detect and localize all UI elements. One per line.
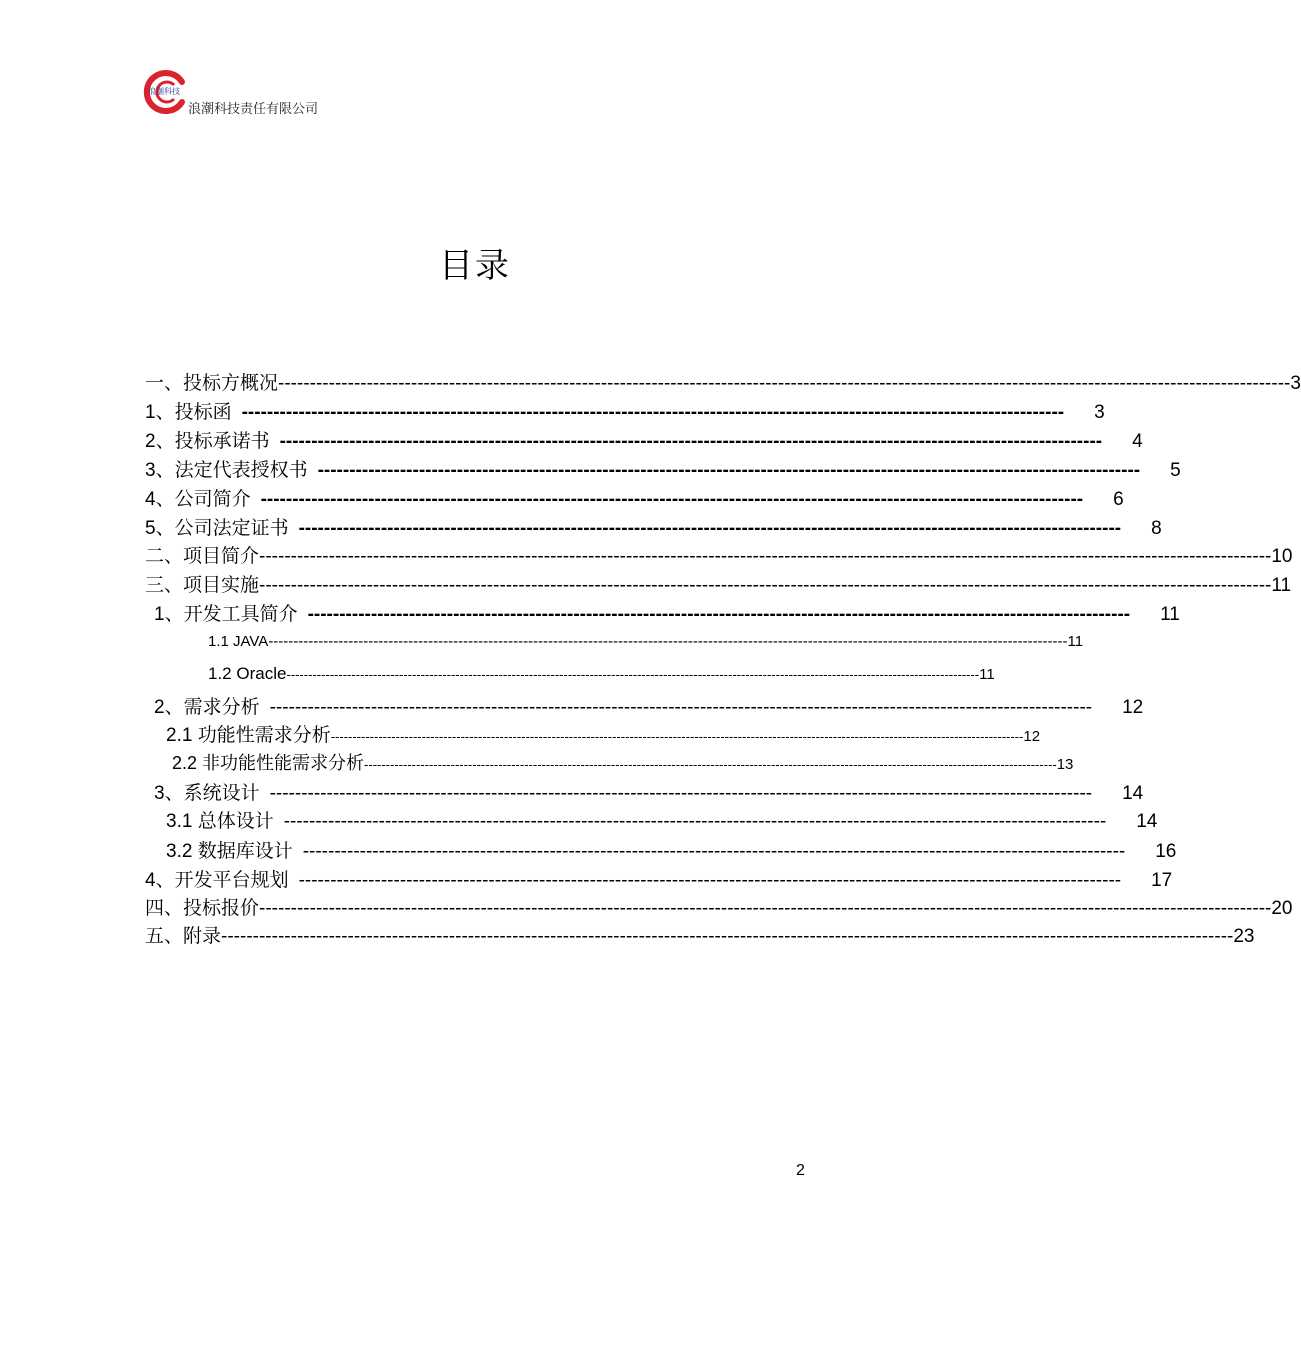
toc-entry-label: 5、公司法定证书 (145, 518, 289, 539)
toc-entry-label: 一、投标方概况 (145, 373, 279, 394)
toc-entry (145, 513, 1162, 540)
toc-entry (154, 778, 1144, 805)
toc-entry (145, 426, 1143, 453)
toc-entry-page: 13 (1056, 756, 1074, 773)
toc-leader: ---------------------------------------------------------------------------------------------------------------------------------- (302, 841, 1126, 862)
toc-entry (166, 836, 1177, 863)
toc-entry-label: 2、需求分析 (154, 697, 260, 718)
toc-entry-page: 11 (1067, 633, 1084, 650)
toc-leader: ---------------------------------------------------------------------------------------------------------------------------------- (260, 489, 1084, 510)
toc-entry-page: 3 (1290, 373, 1301, 394)
toc-entry-page: 5 (1170, 460, 1181, 481)
toc-leader: ---------------------------------------------------------------------------------------------------------------------------------------------------------------- (286, 667, 980, 682)
toc-entry-label: 2.2 非功能性能需求分析 (172, 753, 365, 773)
toc-leader: ---------------------------------------------------------------------------------------------------------------------------------- (241, 402, 1065, 423)
toc-entry (145, 455, 1181, 482)
toc-entry-page: 11 (1160, 604, 1180, 625)
toc-entry (166, 806, 1158, 833)
toc-entry-page: 12 (1023, 728, 1041, 745)
toc-entry-page: 3 (1094, 402, 1105, 423)
toc-entry-page: 20 (1271, 898, 1293, 919)
toc-leader: ---------------------------------------------------------------------------------------------------------------------------------------------------------------- (278, 373, 1291, 394)
toc-entry-label: 1、投标函 (145, 402, 232, 423)
page-number: 2 (796, 1162, 805, 1179)
toc-entry (154, 599, 1180, 626)
toc-leader: ---------------------------------------------------------------------------------------------------------------------------------- (298, 518, 1122, 539)
toc-leader: ---------------------------------------------------------------------------------------------------------------------------------- (317, 460, 1141, 481)
toc-leader: ---------------------------------------------------------------------------------------------------------------------------------- (307, 604, 1131, 625)
toc-leader: ---------------------------------------------------------------------------------------------------------------------------------- (269, 783, 1093, 804)
toc-entry-page: 14 (1136, 811, 1158, 832)
toc-entry-label: 1.1 JAVA (208, 633, 269, 650)
toc-entry-page: 11 (1271, 575, 1292, 596)
toc-entry-label: 1、开发工具简介 (154, 604, 298, 625)
toc-entry-page: 11 (979, 666, 995, 683)
toc-entry-page: 12 (1122, 697, 1144, 718)
toc-entry-label: 3、法定代表授权书 (145, 460, 308, 481)
toc-entry-page: 8 (1151, 518, 1162, 539)
toc-leader: ---------------------------------------------------------------------------------------------------------------------------------------------------------------- (330, 729, 1024, 744)
toc-leader: ---------------------------------------------------------------------------------------------------------------------------------- (269, 697, 1093, 718)
toc-entry-page: 23 (1233, 926, 1255, 947)
toc-leader: ---------------------------------------------------------------------------------------------------------------------------------------------------------------- (259, 898, 1272, 919)
toc-entry (145, 570, 1292, 597)
toc-entry-label: 4、开发平台规划 (145, 870, 289, 891)
toc-entry (208, 664, 995, 684)
toc-entry-page: 10 (1271, 546, 1293, 567)
toc-leader: ---------------------------------------------------------------------------------------------------------------------------------------------------------------- (268, 633, 1068, 650)
toc-entry-label: 3.1 总体设计 (166, 811, 274, 832)
toc-leader: ---------------------------------------------------------------------------------------------------------------------------------- (279, 431, 1103, 452)
toc-entry-label: 4、公司简介 (145, 489, 251, 510)
toc-entry (145, 865, 1173, 892)
logo-mark-text: 浪潮科技 (148, 87, 180, 96)
toc-entry-label: 五、附录 (145, 926, 222, 947)
toc-leader: ---------------------------------------------------------------------------------------------------------------------------------------------------------------- (221, 926, 1234, 947)
company-name: 浪潮科技责任有限公司 (188, 101, 319, 116)
toc-entry-label: 1.2 Oracle (208, 664, 287, 683)
toc-entry (154, 692, 1144, 719)
toc-entry-page: 17 (1151, 870, 1173, 891)
toc-entry (145, 893, 1293, 920)
toc-entry (145, 541, 1293, 568)
toc-leader: ---------------------------------------------------------------------------------------------------------------------------------- (298, 870, 1122, 891)
toc-entry (166, 720, 1041, 747)
toc-leader: ---------------------------------------------------------------------------------------------------------------------------------------------------------------- (259, 575, 1272, 596)
toc-entry-label: 二、项目简介 (145, 546, 260, 567)
toc-entry-page: 14 (1122, 783, 1144, 804)
toc-entry (172, 749, 1074, 775)
toc-entry (145, 484, 1124, 511)
page-title: 目录 (439, 247, 511, 285)
toc-entry-page: 6 (1113, 489, 1124, 510)
toc-entry-label: 四、投标报价 (145, 898, 260, 919)
toc-entry-label: 3、系统设计 (154, 783, 260, 804)
toc-entry (145, 368, 1301, 395)
toc-entry-page: 16 (1155, 841, 1177, 862)
toc-leader: ---------------------------------------------------------------------------------------------------------------------------------------------------------------- (364, 757, 1057, 772)
toc-entry-label: 三、项目实施 (145, 575, 260, 596)
toc-entry-label: 2、投标承诺书 (145, 431, 270, 452)
toc-entry (145, 921, 1255, 948)
toc-leader: ---------------------------------------------------------------------------------------------------------------------------------------------------------------- (259, 546, 1272, 567)
toc-entry-label: 3.2 数据库设计 (166, 841, 293, 862)
toc-entry-label: 2.1 功能性需求分析 (166, 725, 331, 746)
toc-entry-page: 4 (1132, 431, 1143, 452)
toc-entry (208, 633, 1084, 650)
toc-entry (145, 397, 1105, 424)
toc-leader: ---------------------------------------------------------------------------------------------------------------------------------- (283, 811, 1107, 832)
